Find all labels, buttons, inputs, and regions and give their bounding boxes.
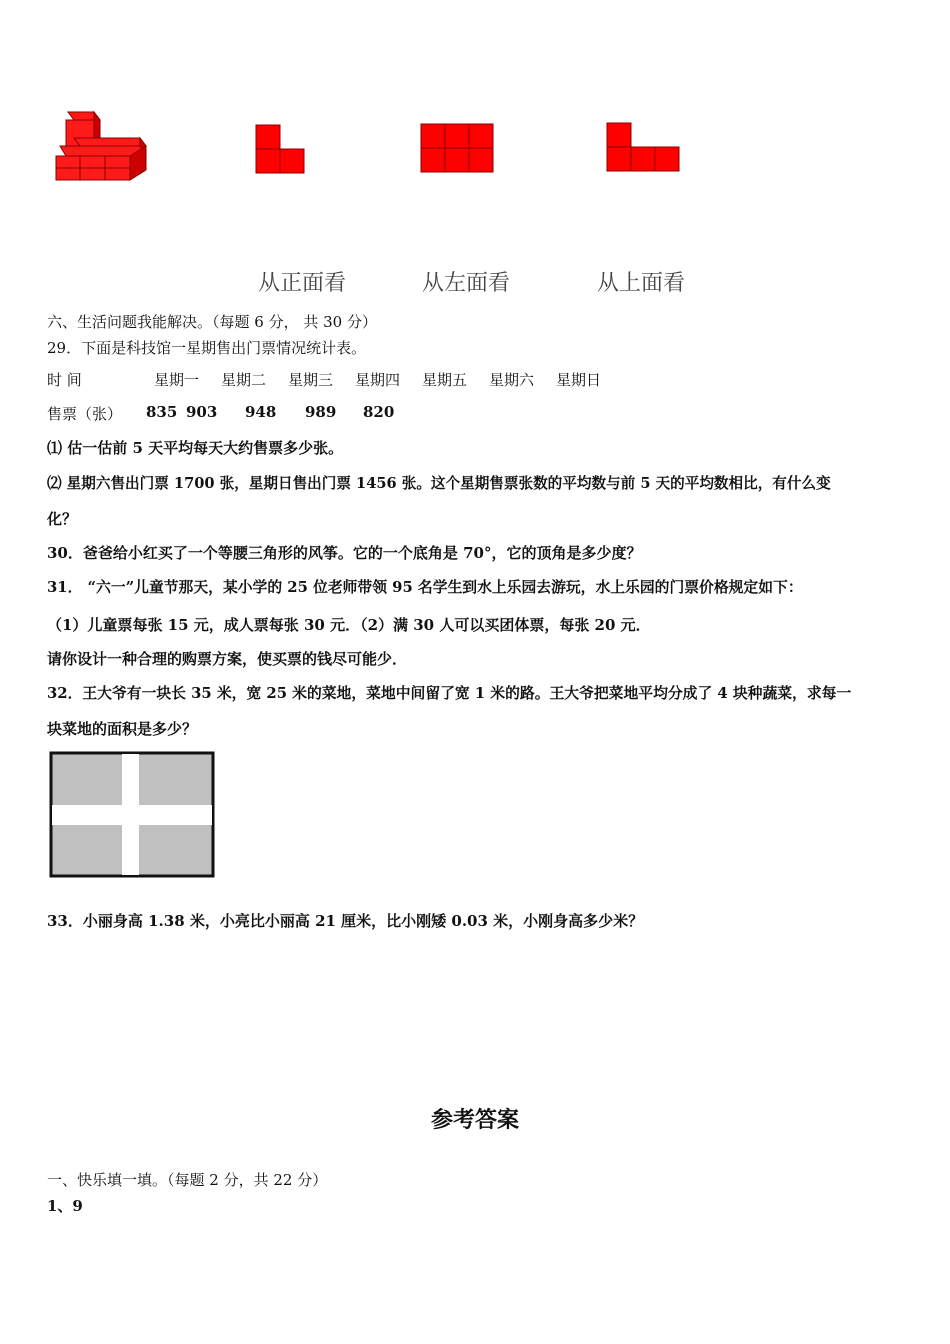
- q29-sales-value: 948: [245, 403, 277, 421]
- q29-sales-value: 820: [363, 403, 395, 421]
- q29-day: 星期六: [489, 371, 535, 389]
- q29-part2-line2: 化？: [47, 510, 78, 528]
- answer-1: 1、9: [47, 1197, 83, 1215]
- q29-day: 星期五: [422, 371, 468, 389]
- q29-sales-value: 835: [146, 403, 178, 421]
- q30-text: 30．爸爸给小红买了一个等腰三角形的风筝。它的一个底角是 70°，它的顶角是多少度？: [47, 544, 642, 562]
- left-view-figure: [420, 123, 494, 173]
- answers-section1: 一、快乐填一填。（每题 2 分，共 22 分）: [47, 1171, 328, 1189]
- answers-title: 参考答案: [430, 1107, 519, 1133]
- q29-day: 星期一: [154, 371, 200, 389]
- left-view-label: 从左面看: [422, 271, 511, 296]
- q29-part1: ⑴ 估一估前 5 天平均每天大约售票多少张。: [47, 439, 344, 457]
- q29-sales-label: 售票（张）: [47, 405, 123, 423]
- q29-sales-value: 903: [186, 403, 218, 421]
- q29-intro: 29．下面是科技馆一星期售出门票情况统计表。: [47, 339, 367, 357]
- q32-line1: 32．王大爷有一块长 35 米，宽 25 米的菜地，菜地中间留了宽 1 米的路。王大爷把菜地平均分成了 4 块种蔬菜，求每一: [47, 685, 852, 702]
- q29-day: 星期二: [221, 371, 267, 389]
- cube-solid-figure: [50, 108, 152, 184]
- q33-text: 33．小丽身高 1.38 米，小亮比小丽高 21 厘米，比小刚矮 0.03 米，小刚身高多少米？: [47, 912, 644, 930]
- front-view-figure: [255, 124, 305, 174]
- q32-line2: 块菜地的面积是多少？: [47, 720, 198, 738]
- q29-day: 星期日: [556, 371, 602, 389]
- q29-day: 星期四: [355, 371, 401, 389]
- q29-part2-line1: ⑵ 星期六售出门票 1700 张，星期日售出门票 1456 张。这个星期售票张数的平均数与前 5 天的平均数相比，有什么变: [47, 475, 831, 492]
- q31-line1: 31． “六一”儿童节那天，某小学的 25 位老师带领 95 名学生到水上乐园去游玩，水上乐园的门票价格规定如下：: [47, 579, 803, 596]
- top-view-figure: [606, 122, 680, 172]
- top-view-label: 从上面看: [597, 271, 686, 296]
- section6-heading: 六、生活问题我能解决。（每题 6 分， 共 30 分）: [47, 313, 377, 331]
- front-view-label: 从正面看: [258, 271, 347, 296]
- q29-day: 星期三: [288, 371, 334, 389]
- q29-sales-value: 989: [305, 403, 337, 421]
- q31-line3: 请你设计一种合理的购票方案，使买票的钱尽可能少．: [47, 650, 408, 668]
- q31-line2: （1）儿童票每张 15 元，成人票每张 30 元．（2）满 30 人可以买团体票，每张 20 元．: [47, 616, 651, 634]
- q29-time-label: 时 间: [47, 371, 82, 389]
- vegetable-field-diagram: [49, 751, 215, 878]
